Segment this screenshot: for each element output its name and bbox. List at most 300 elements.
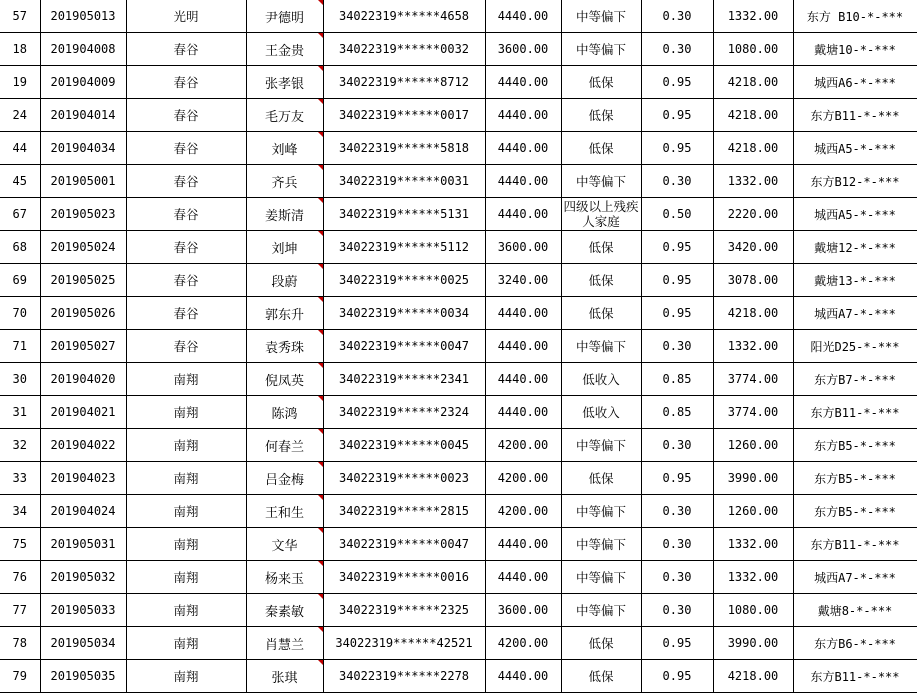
- cell-person-name[interactable]: [246, 363, 323, 396]
- cell-row-number[interactable]: [0, 660, 40, 693]
- cell-address[interactable]: [793, 396, 917, 429]
- cell-record-code[interactable]: [40, 132, 126, 165]
- cell-area[interactable]: [126, 462, 246, 495]
- cell-income[interactable]: [485, 0, 561, 33]
- cell-person-name[interactable]: [246, 33, 323, 66]
- cell-record-code-text: 201904009: [50, 75, 116, 89]
- cell-rate-text: 0.95: [662, 273, 692, 287]
- cell-amount-text: 4218.00: [727, 75, 779, 89]
- cell-area[interactable]: [126, 561, 246, 594]
- cell-address[interactable]: [793, 231, 917, 264]
- cell-record-code[interactable]: [40, 495, 126, 528]
- cell-category[interactable]: [561, 165, 641, 198]
- cell-rate-text: 0.95: [662, 108, 692, 122]
- cell-row-number[interactable]: [0, 330, 40, 363]
- cell-record-code-text: 201904020: [50, 372, 116, 386]
- cell-id-number[interactable]: [323, 363, 485, 396]
- cell-person-name[interactable]: [246, 462, 323, 495]
- cell-row-number[interactable]: [0, 66, 40, 99]
- cell-address[interactable]: [793, 462, 917, 495]
- comment-indicator-icon: [318, 627, 323, 632]
- cell-row-number-text: 45: [12, 174, 27, 188]
- cell-income[interactable]: [485, 363, 561, 396]
- cell-rate[interactable]: [641, 627, 713, 660]
- cell-category[interactable]: [561, 429, 641, 462]
- cell-row-number[interactable]: [0, 429, 40, 462]
- cell-person-name[interactable]: [246, 132, 323, 165]
- cell-category[interactable]: [561, 198, 641, 231]
- cell-category[interactable]: [561, 297, 641, 330]
- cell-rate[interactable]: [641, 660, 713, 693]
- cell-address[interactable]: [793, 264, 917, 297]
- comment-indicator-icon: [318, 132, 323, 137]
- cell-category[interactable]: [561, 66, 641, 99]
- cell-category[interactable]: [561, 330, 641, 363]
- cell-row-number[interactable]: [0, 462, 40, 495]
- cell-amount[interactable]: [713, 0, 793, 33]
- cell-address[interactable]: [793, 132, 917, 165]
- cell-row-number[interactable]: [0, 33, 40, 66]
- cell-area-text: 春谷: [173, 339, 199, 354]
- cell-area[interactable]: [126, 198, 246, 231]
- cell-income-text: 4440.00: [497, 372, 549, 386]
- cell-address-text: 东方B12-*-***: [810, 174, 900, 189]
- cell-area[interactable]: [126, 297, 246, 330]
- cell-row-number[interactable]: [0, 297, 40, 330]
- cell-address-text: 城西A7-*-***: [814, 570, 896, 585]
- cell-person-name-text: 肖慧兰: [264, 637, 304, 653]
- cell-amount[interactable]: [713, 132, 793, 165]
- cell-address[interactable]: [793, 0, 917, 33]
- cell-person-name[interactable]: [246, 99, 323, 132]
- cell-row-number[interactable]: [0, 528, 40, 561]
- cell-income[interactable]: [485, 429, 561, 462]
- cell-amount[interactable]: [713, 297, 793, 330]
- cell-id-number[interactable]: [323, 33, 485, 66]
- cell-address[interactable]: [793, 297, 917, 330]
- cell-address-text: 东方B5-*-***: [814, 438, 896, 453]
- cell-amount-text: 4218.00: [727, 108, 779, 122]
- cell-person-name[interactable]: [246, 297, 323, 330]
- cell-area[interactable]: [126, 330, 246, 363]
- cell-address[interactable]: [793, 198, 917, 231]
- cell-amount[interactable]: [713, 165, 793, 198]
- cell-address[interactable]: [793, 363, 917, 396]
- cell-id-number[interactable]: [323, 165, 485, 198]
- cell-rate[interactable]: [641, 495, 713, 528]
- cell-income-text: 4440.00: [497, 537, 549, 551]
- table-row: [0, 363, 917, 396]
- cell-row-number[interactable]: [0, 594, 40, 627]
- cell-income[interactable]: [485, 231, 561, 264]
- cell-address[interactable]: [793, 594, 917, 627]
- cell-amount[interactable]: [713, 495, 793, 528]
- cell-area[interactable]: [126, 0, 246, 33]
- cell-area[interactable]: [126, 33, 246, 66]
- cell-id-number[interactable]: [323, 462, 485, 495]
- table-row: [0, 99, 917, 132]
- cell-id-number[interactable]: [323, 231, 485, 264]
- cell-rate[interactable]: [641, 330, 713, 363]
- cell-category[interactable]: [561, 462, 641, 495]
- cell-amount-text: 1260.00: [727, 438, 779, 452]
- cell-income[interactable]: [485, 99, 561, 132]
- cell-row-number-text: 75: [12, 537, 27, 551]
- cell-category-text: 低保: [588, 141, 614, 156]
- cell-amount[interactable]: [713, 660, 793, 693]
- cell-record-code[interactable]: [40, 0, 126, 33]
- cell-income-text: 4200.00: [497, 504, 549, 518]
- cell-id-number[interactable]: [323, 99, 485, 132]
- cell-rate-text: 0.30: [662, 603, 692, 617]
- cell-category[interactable]: [561, 132, 641, 165]
- cell-area[interactable]: [126, 627, 246, 660]
- cell-income[interactable]: [485, 528, 561, 561]
- cell-row-number[interactable]: [0, 198, 40, 231]
- cell-person-name[interactable]: [246, 528, 323, 561]
- cell-category[interactable]: [561, 627, 641, 660]
- cell-person-name-text: 王和生: [264, 505, 304, 521]
- cell-record-code[interactable]: [40, 462, 126, 495]
- cell-amount[interactable]: [713, 627, 793, 660]
- cell-record-code-text: 201905027: [50, 339, 116, 353]
- cell-rate[interactable]: [641, 66, 713, 99]
- cell-id-number[interactable]: [323, 198, 485, 231]
- cell-row-number[interactable]: [0, 132, 40, 165]
- cell-person-name[interactable]: [246, 231, 323, 264]
- cell-person-name[interactable]: [246, 66, 323, 99]
- cell-row-number-text: 68: [12, 240, 27, 254]
- cell-category-text: 中等偏下: [575, 504, 626, 519]
- cell-id-number[interactable]: [323, 396, 485, 429]
- cell-record-code[interactable]: [40, 231, 126, 264]
- cell-record-code[interactable]: [40, 165, 126, 198]
- cell-id-number[interactable]: [323, 561, 485, 594]
- cell-rate[interactable]: [641, 231, 713, 264]
- cell-record-code-text: 201905031: [50, 537, 116, 551]
- cell-amount-text: 1080.00: [727, 603, 779, 617]
- cell-rate-text: 0.30: [662, 570, 692, 584]
- cell-income[interactable]: [485, 462, 561, 495]
- cell-amount[interactable]: [713, 99, 793, 132]
- cell-record-code[interactable]: [40, 627, 126, 660]
- cell-category[interactable]: [561, 99, 641, 132]
- cell-person-name[interactable]: [246, 264, 323, 297]
- cell-area[interactable]: [126, 363, 246, 396]
- cell-row-number-text: 44: [12, 141, 27, 155]
- cell-address-text: 戴塘8-*-***: [817, 603, 893, 618]
- cell-area[interactable]: [126, 660, 246, 693]
- cell-address-text: 东方B11-*-***: [810, 405, 900, 420]
- cell-id-number[interactable]: [323, 495, 485, 528]
- cell-record-code-text: 201904021: [50, 405, 116, 419]
- cell-record-code[interactable]: [40, 198, 126, 231]
- cell-income[interactable]: [485, 330, 561, 363]
- comment-indicator-icon: [318, 561, 323, 566]
- cell-area[interactable]: [126, 495, 246, 528]
- cell-rate[interactable]: [641, 594, 713, 627]
- table-row: [0, 627, 917, 660]
- cell-id-number[interactable]: [323, 660, 485, 693]
- cell-area[interactable]: [126, 99, 246, 132]
- cell-id-number[interactable]: [323, 132, 485, 165]
- cell-address[interactable]: [793, 429, 917, 462]
- cell-category[interactable]: [561, 528, 641, 561]
- table-row: [0, 330, 917, 363]
- cell-category-text: 中等偏下: [575, 603, 626, 618]
- cell-row-number[interactable]: [0, 165, 40, 198]
- cell-category[interactable]: [561, 561, 641, 594]
- comment-indicator-icon: [318, 33, 323, 38]
- cell-person-name-text: 何春兰: [264, 439, 304, 455]
- cell-id-number[interactable]: [323, 66, 485, 99]
- cell-person-name[interactable]: [246, 660, 323, 693]
- cell-area[interactable]: [126, 231, 246, 264]
- cell-amount[interactable]: [713, 264, 793, 297]
- cell-person-name-text: 王金贵: [264, 43, 304, 59]
- cell-rate[interactable]: [641, 297, 713, 330]
- cell-rate-text: 0.95: [662, 471, 692, 485]
- cell-address[interactable]: [793, 99, 917, 132]
- cell-rate[interactable]: [641, 99, 713, 132]
- cell-area[interactable]: [126, 66, 246, 99]
- cell-area[interactable]: [126, 528, 246, 561]
- cell-person-name[interactable]: [246, 396, 323, 429]
- cell-id-number-text: 34022319******0047: [338, 537, 470, 551]
- comment-indicator-icon: [318, 330, 323, 335]
- cell-amount[interactable]: [713, 594, 793, 627]
- cell-rate[interactable]: [641, 132, 713, 165]
- cell-area-text: 南翔: [173, 636, 199, 651]
- cell-address[interactable]: [793, 561, 917, 594]
- cell-category[interactable]: [561, 231, 641, 264]
- cell-person-name[interactable]: [246, 429, 323, 462]
- cell-rate[interactable]: [641, 198, 713, 231]
- table-row: [0, 33, 917, 66]
- cell-category[interactable]: [561, 495, 641, 528]
- cell-id-number-text: 34022319******5131: [338, 207, 470, 221]
- cell-amount[interactable]: [713, 429, 793, 462]
- cell-record-code[interactable]: [40, 66, 126, 99]
- cell-row-number[interactable]: [0, 264, 40, 297]
- cell-category[interactable]: [561, 264, 641, 297]
- cell-amount[interactable]: [713, 33, 793, 66]
- cell-income[interactable]: [485, 297, 561, 330]
- cell-record-code[interactable]: [40, 594, 126, 627]
- cell-record-code[interactable]: [40, 561, 126, 594]
- cell-id-number[interactable]: [323, 264, 485, 297]
- cell-area-text: 南翔: [173, 669, 199, 684]
- cell-person-name[interactable]: [246, 330, 323, 363]
- cell-record-code[interactable]: [40, 330, 126, 363]
- cell-income-text: 4440.00: [497, 108, 549, 122]
- cell-record-code[interactable]: [40, 528, 126, 561]
- cell-rate[interactable]: [641, 528, 713, 561]
- cell-person-name[interactable]: [246, 198, 323, 231]
- cell-id-number[interactable]: [323, 297, 485, 330]
- cell-row-number[interactable]: [0, 561, 40, 594]
- cell-income[interactable]: [485, 198, 561, 231]
- cell-person-name-text: 倪凤英: [264, 373, 304, 389]
- cell-income-text: 4200.00: [497, 471, 549, 485]
- cell-category-text: 低保: [588, 669, 614, 684]
- cell-amount-text: 1332.00: [727, 537, 779, 551]
- cell-amount[interactable]: [713, 198, 793, 231]
- cell-category[interactable]: [561, 396, 641, 429]
- cell-row-number[interactable]: [0, 231, 40, 264]
- cell-rate[interactable]: [641, 264, 713, 297]
- cell-amount[interactable]: [713, 363, 793, 396]
- cell-record-code[interactable]: [40, 99, 126, 132]
- cell-rate[interactable]: [641, 0, 713, 33]
- cell-person-name[interactable]: [246, 594, 323, 627]
- cell-income[interactable]: [485, 66, 561, 99]
- cell-income[interactable]: [485, 132, 561, 165]
- cell-row-number[interactable]: [0, 363, 40, 396]
- cell-record-code[interactable]: [40, 33, 126, 66]
- cell-amount[interactable]: [713, 330, 793, 363]
- cell-record-code[interactable]: [40, 660, 126, 693]
- cell-address[interactable]: [793, 165, 917, 198]
- cell-rate[interactable]: [641, 165, 713, 198]
- cell-row-number-text: 34: [12, 504, 27, 518]
- cell-person-name[interactable]: [246, 165, 323, 198]
- cell-person-name[interactable]: [246, 627, 323, 660]
- table-row: [0, 396, 917, 429]
- cell-record-code-text: 201904023: [50, 471, 116, 485]
- cell-amount[interactable]: [713, 561, 793, 594]
- cell-income[interactable]: [485, 561, 561, 594]
- cell-row-number[interactable]: [0, 495, 40, 528]
- cell-address[interactable]: [793, 528, 917, 561]
- cell-amount[interactable]: [713, 66, 793, 99]
- cell-row-number-text: 67: [12, 207, 27, 221]
- table-row: [0, 132, 917, 165]
- cell-id-number[interactable]: [323, 528, 485, 561]
- cell-category[interactable]: [561, 33, 641, 66]
- cell-rate[interactable]: [641, 561, 713, 594]
- cell-row-number[interactable]: [0, 99, 40, 132]
- cell-id-number[interactable]: [323, 0, 485, 33]
- cell-record-code[interactable]: [40, 363, 126, 396]
- cell-address[interactable]: [793, 660, 917, 693]
- cell-income-text: 4440.00: [497, 141, 549, 155]
- cell-income-text: 4440.00: [497, 339, 549, 353]
- cell-income[interactable]: [485, 264, 561, 297]
- cell-person-name-text: 郭东升: [264, 307, 304, 323]
- cell-row-number-text: 19: [12, 75, 27, 89]
- cell-address-text: 东方B11-*-***: [810, 537, 900, 552]
- cell-row-number-text: 30: [12, 372, 27, 386]
- cell-income[interactable]: [485, 660, 561, 693]
- cell-area[interactable]: [126, 594, 246, 627]
- cell-person-name[interactable]: [246, 561, 323, 594]
- cell-income-text: 4440.00: [497, 9, 549, 23]
- cell-row-number[interactable]: [0, 627, 40, 660]
- cell-id-number-text: 34022319******4658: [338, 9, 470, 23]
- cell-income[interactable]: [485, 33, 561, 66]
- cell-rate[interactable]: [641, 33, 713, 66]
- cell-income[interactable]: [485, 396, 561, 429]
- cell-income-text: 4440.00: [497, 405, 549, 419]
- cell-rate[interactable]: [641, 363, 713, 396]
- cell-rate[interactable]: [641, 462, 713, 495]
- cell-address[interactable]: [793, 330, 917, 363]
- comment-indicator-icon: [318, 528, 323, 533]
- cell-category-text: 低保: [588, 306, 614, 321]
- cell-record-code[interactable]: [40, 396, 126, 429]
- cell-address[interactable]: [793, 627, 917, 660]
- comment-indicator-icon: [318, 495, 323, 500]
- cell-rate[interactable]: [641, 429, 713, 462]
- cell-id-number[interactable]: [323, 627, 485, 660]
- cell-category[interactable]: [561, 660, 641, 693]
- cell-amount[interactable]: [713, 462, 793, 495]
- cell-record-code-text: 201905013: [50, 9, 116, 23]
- cell-rate-text: 0.30: [662, 42, 692, 56]
- cell-income[interactable]: [485, 495, 561, 528]
- cell-id-number[interactable]: [323, 330, 485, 363]
- cell-area-text: 南翔: [173, 471, 199, 486]
- cell-row-number-text: 70: [12, 306, 27, 320]
- cell-income[interactable]: [485, 594, 561, 627]
- cell-area[interactable]: [126, 132, 246, 165]
- cell-category[interactable]: [561, 363, 641, 396]
- cell-address-text: 东方B7-*-***: [814, 372, 896, 387]
- cell-rate[interactable]: [641, 396, 713, 429]
- cell-row-number[interactable]: [0, 396, 40, 429]
- cell-area[interactable]: [126, 264, 246, 297]
- cell-address-text: 东方B11-*-***: [810, 669, 900, 684]
- cell-id-number[interactable]: [323, 594, 485, 627]
- cell-category-text: 中等偏下: [575, 174, 626, 189]
- cell-rate-text: 0.30: [662, 339, 692, 353]
- cell-address[interactable]: [793, 495, 917, 528]
- cell-amount[interactable]: [713, 231, 793, 264]
- table-row: [0, 198, 917, 231]
- cell-area-text: 光明: [173, 9, 199, 24]
- cell-id-number-text: 34022319******0016: [338, 570, 470, 584]
- cell-person-name[interactable]: [246, 0, 323, 33]
- cell-record-code[interactable]: [40, 297, 126, 330]
- cell-id-number-text: 34022319******0017: [338, 108, 470, 122]
- cell-amount[interactable]: [713, 528, 793, 561]
- cell-person-name-text: 杨来玉: [264, 571, 304, 587]
- cell-address[interactable]: [793, 33, 917, 66]
- cell-row-number-text: 76: [12, 570, 27, 584]
- cell-id-number[interactable]: [323, 429, 485, 462]
- cell-area-text: 春谷: [173, 42, 199, 57]
- cell-rate-text: 0.95: [662, 669, 692, 683]
- cell-amount-text: 1080.00: [727, 42, 779, 56]
- cell-record-code[interactable]: [40, 264, 126, 297]
- cell-record-code-text: 201904034: [50, 141, 116, 155]
- cell-area[interactable]: [126, 396, 246, 429]
- cell-row-number[interactable]: [0, 0, 40, 33]
- cell-income[interactable]: [485, 165, 561, 198]
- cell-income[interactable]: [485, 627, 561, 660]
- cell-record-code-text: 201905035: [50, 669, 116, 683]
- cell-id-number-text: 34022319******8712: [338, 75, 470, 89]
- cell-person-name[interactable]: [246, 495, 323, 528]
- cell-area[interactable]: [126, 165, 246, 198]
- cell-category[interactable]: [561, 594, 641, 627]
- cell-record-code[interactable]: [40, 429, 126, 462]
- cell-category[interactable]: [561, 0, 641, 33]
- cell-amount[interactable]: [713, 396, 793, 429]
- cell-area[interactable]: [126, 429, 246, 462]
- cell-address[interactable]: [793, 66, 917, 99]
